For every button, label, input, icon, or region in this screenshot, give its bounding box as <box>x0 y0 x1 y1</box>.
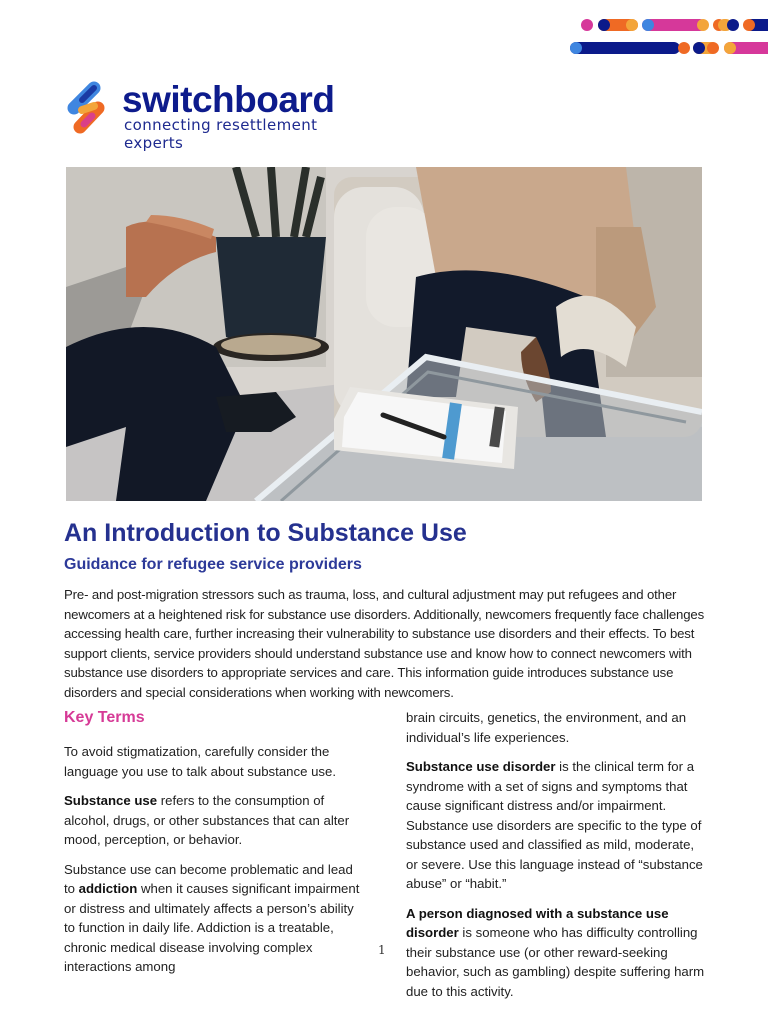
logo-wordmark: switchboard <box>122 79 335 120</box>
definition-text-before: Substance use can become problematic and lead to <box>64 861 353 896</box>
definition-text: is someone who has difficulty controlling their substance use (or other reward-seeking behavior, such as gambling) despite suffering harm due to this activity. <box>406 925 705 999</box>
page-title: An Introduction to Substance Use <box>64 519 467 547</box>
dot-navy <box>598 19 610 31</box>
dot-navy-2 <box>727 19 739 31</box>
term-addiction: addiction <box>78 881 138 896</box>
key-terms-column-right <box>406 708 706 1011</box>
switchboard-logo <box>64 79 344 152</box>
dot-orange-4 <box>707 42 719 54</box>
key-terms-column-left <box>64 706 364 987</box>
definition-substance-use-disorder <box>406 757 706 894</box>
logo-tagline: connecting resettlement experts <box>124 116 318 152</box>
term-substance-use: Substance use <box>64 793 158 808</box>
switchboard-logo-mark-icon <box>64 80 110 136</box>
dot-navy-3 <box>693 42 705 54</box>
dot-amber <box>626 19 638 31</box>
page-number: 1 <box>378 943 386 957</box>
dot-blue-2 <box>570 42 582 54</box>
page-subtitle: Guidance for refugee service providers <box>64 556 362 573</box>
dot-blue <box>642 19 654 31</box>
definition-text: is the clinical term for a syndrome with a set of signs and symptoms that cause significant distress and/or impairment. Substance use disorders are specific to the type of substance used and classified as mild, moderate, or severe. Use this language instead of “substance abuse” or “habit.” <box>406 759 703 891</box>
definition-addiction <box>64 860 364 977</box>
term-person-with-sud: A person diagnosed with a substance use disorder <box>406 905 669 940</box>
dot-amber-3 <box>724 42 736 54</box>
definition-text: refers to the consumption of alcohol, drugs, or other substances that can alter mood, perception, or behavior. <box>64 793 350 847</box>
decorative-pill-bar-top <box>0 19 768 31</box>
pill-navy-long <box>570 42 680 54</box>
definition-person-with-sud <box>406 904 706 1002</box>
key-terms-heading: Key Terms <box>64 709 145 726</box>
addiction-continued: brain circuits, genetics, the environment, and an individual’s life experiences. <box>406 710 687 745</box>
key-terms-lead: To avoid stigmatization, carefully consider the language you use to talk about substance use. <box>64 744 337 779</box>
definition-text-after: when it causes significant impairment or distress and ultimately affects a person’s ability to function in daily life. Addiction is a treatable, chronic medical disease involving complex interactions among <box>64 881 360 974</box>
hero-photo <box>66 167 702 501</box>
dot-orange-3 <box>678 42 690 54</box>
intro-paragraph: Pre- and post-migration stressors such as trauma, loss, and cultural adjustment may put refugees and other newcomers at a heightened risk for substance use disorders. Additionally, newcomers frequently face challenges accessing health care, further increasing their vulnerability to substance use disorders and their effects. To best support clients, service providers should understand substance use and know how to connect newcomers with substance use disorders to appropriate services and care. This information guide introduces substance use disorders and special considerations when working with newcomers. <box>64 587 705 700</box>
dot-magenta <box>581 19 593 31</box>
definition-substance-use <box>64 791 364 850</box>
dot-amber-2 <box>697 19 709 31</box>
term-substance-use-disorder: Substance use disorder <box>406 759 556 774</box>
decorative-pill-bar-bottom <box>0 42 768 54</box>
photo-illustration <box>66 167 702 501</box>
dot-orange-2 <box>743 19 755 31</box>
